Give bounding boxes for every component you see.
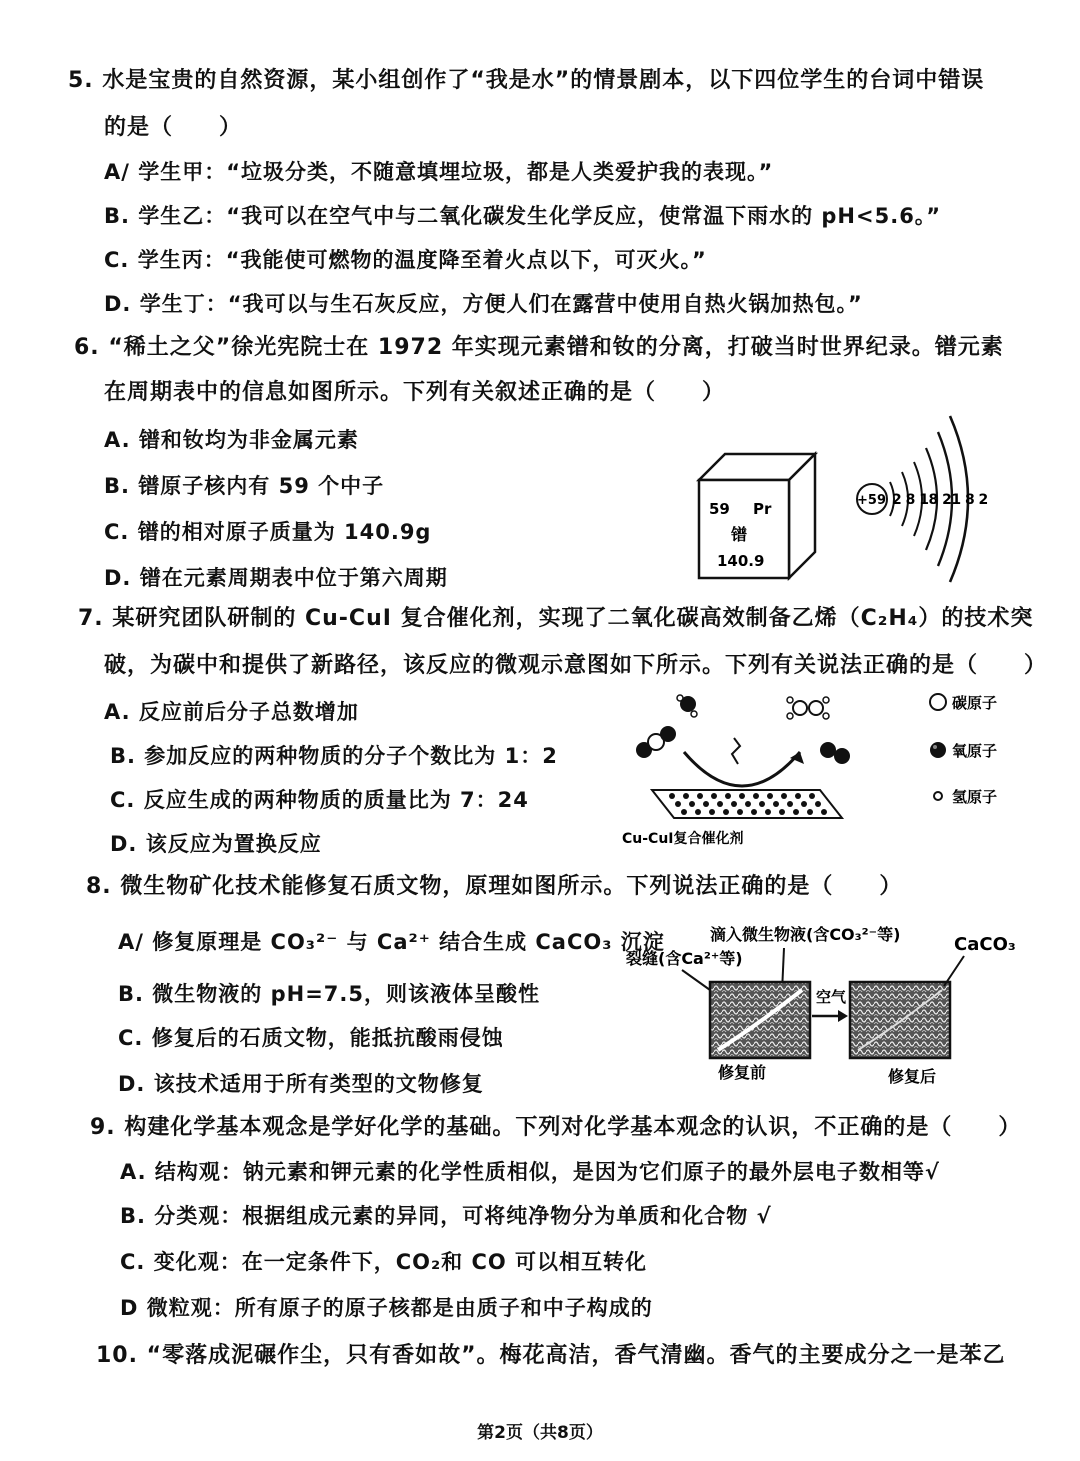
q9-stem-line1: 9. 构建化学基本观念是学好化学的基础。下列对化学基本观念的认识，不正确的是（ ） — [90, 1115, 1022, 1140]
q8-option-b: B. 微生物液的 pH=7.5，则该液体呈酸性 — [118, 982, 541, 1006]
element-mass: 140.9 — [717, 552, 765, 570]
drip-label: 滴入微生物液(含CO₃²⁻等) — [710, 925, 901, 944]
q7-stem-line2: 破，为碳中和提供了新路径，该反应的微观示意图如下所示。下列有关说法正确的是（ ） — [104, 653, 1048, 678]
atom-legend — [926, 688, 1026, 812]
co2-molecule — [636, 726, 676, 758]
water-molecule — [677, 695, 697, 717]
catalyst-caption: Cu-CuI复合催化剂 — [622, 831, 744, 847]
oxygen-atom-icon — [930, 742, 946, 758]
q7-option-c: C. 反应生成的两种物质的质量比为 7：24 — [110, 788, 529, 812]
legend-hydrogen: 氢原子 — [952, 788, 998, 806]
q8-option-c: C. 修复后的石质文物，能抵抗酸雨侵蚀 — [118, 1026, 504, 1050]
legend-carbon: 碳原子 — [952, 694, 998, 712]
q5-stem-line2: 的是（ ） — [104, 115, 243, 140]
q5-option-d: D. 学生丁：“我可以与生石灰反应，方便人们在露营中使用自热火锅加热包。” — [104, 292, 863, 316]
q9-option-a: A. 结构观：钠元素和钾元素的化学性质相似，是因为它们原子的最外层电子数相等√ — [120, 1160, 940, 1184]
microbial-repair-diagram — [626, 912, 1016, 1092]
q5-stem-line1: 5. 水是宝贵的自然资源，某小组创作了“我是水”的情景剧本，以下四位学生的台词中错误 — [68, 68, 985, 93]
carbon-atom-icon — [930, 694, 946, 710]
element-name: 镨 — [731, 525, 748, 544]
crack-label: 裂缝(含Ca²⁺等) — [626, 949, 743, 968]
q7-option-d: D. 该反应为置换反应 — [110, 832, 322, 856]
after-label: 修复后 — [888, 1067, 937, 1086]
q6-option-d: D. 镨在元素周期表中位于第六周期 — [104, 566, 448, 590]
q5-option-a: A/ 学生甲：“垃圾分类，不随意填埋垃圾，都是人类爱护我的表现。” — [104, 160, 774, 184]
q9-option-c: C. 变化观：在一定条件下，CO₂和 CO 可以相互转化 — [120, 1250, 648, 1274]
q8-option-a: A/ 修复原理是 CO₃²⁻ 与 Ca²⁺ 结合生成 CaCO₃ 沉淀 — [118, 930, 665, 954]
q10-stem-line1: 10. “零落成泥碾作尘，只有香如故”。梅花高洁，香气清幽。香气的主要成分之一是苯乙 — [96, 1343, 1006, 1368]
q6-option-a: A. 镨和钕均为非金属元素 — [104, 428, 359, 452]
q6-option-c: C. 镨的相对原子质量为 140.9g — [104, 520, 432, 544]
oxygen-molecule — [820, 742, 850, 764]
page-number: 第2页（共8页） — [477, 1423, 603, 1443]
ethylene-molecule — [787, 697, 829, 719]
air-label: 空气 — [816, 988, 847, 1006]
q6-option-b: B. 镨原子核内有 59 个中子 — [104, 474, 385, 498]
catalyst-reaction-diagram — [622, 680, 872, 852]
before-label: 修复前 — [718, 1063, 767, 1082]
q9-option-b: B. 分类观：根据组成元素的异同，可将纯净物分为单质和化合物 √ — [120, 1204, 772, 1228]
q6-stem-line1: 6. “稀土之父”徐光宪院士在 1972 年实现元素镨和钕的分离，打破当时世界纪录。镨元素 — [74, 335, 1004, 360]
nucleus-charge: +59 — [857, 493, 886, 508]
q7-stem-line1: 7. 某研究团队研制的 Cu-CuI 复合催化剂，实现了二氧化碳高效制备乙烯（C₂H₄）的技术突 — [78, 606, 1034, 631]
q8-stem-line1: 8. 微生物矿化技术能修复石质文物，原理如图所示。下列说法正确的是（ ） — [86, 874, 903, 899]
electron-shells: 2 8 18 21 8 2 — [892, 492, 988, 508]
q7-option-b: B. 参加反应的两种物质的分子个数比为 1：2 — [110, 744, 558, 768]
q5-option-c: C. 学生丙：“我能使可燃物的温度降至着火点以下，可灭火。” — [104, 248, 707, 272]
q5-option-b: B. 学生乙：“我可以在空气中与二氧化碳发生化学反应，使常温下雨水的 pH<5.6。” — [104, 204, 942, 228]
element-symbol: Pr — [753, 500, 772, 518]
element-number: 59 — [709, 500, 730, 518]
praseodymium-atom-structure — [842, 408, 992, 590]
q9-option-d: D 微粒观：所有原子的原子核都是由质子和中子构成的 — [120, 1296, 653, 1320]
q8-option-d: D. 该技术适用于所有类型的文物修复 — [118, 1072, 484, 1096]
product-label: CaCO₃ — [954, 934, 1016, 955]
praseodymium-element-card — [693, 448, 819, 582]
q6-stem-line2: 在周期表中的信息如图所示。下列有关叙述正确的是（ ） — [104, 380, 726, 405]
legend-oxygen: 氧原子 — [952, 742, 998, 760]
q7-option-a: A. 反应前后分子总数增加 — [104, 700, 359, 724]
hydrogen-atom-icon — [934, 792, 942, 800]
